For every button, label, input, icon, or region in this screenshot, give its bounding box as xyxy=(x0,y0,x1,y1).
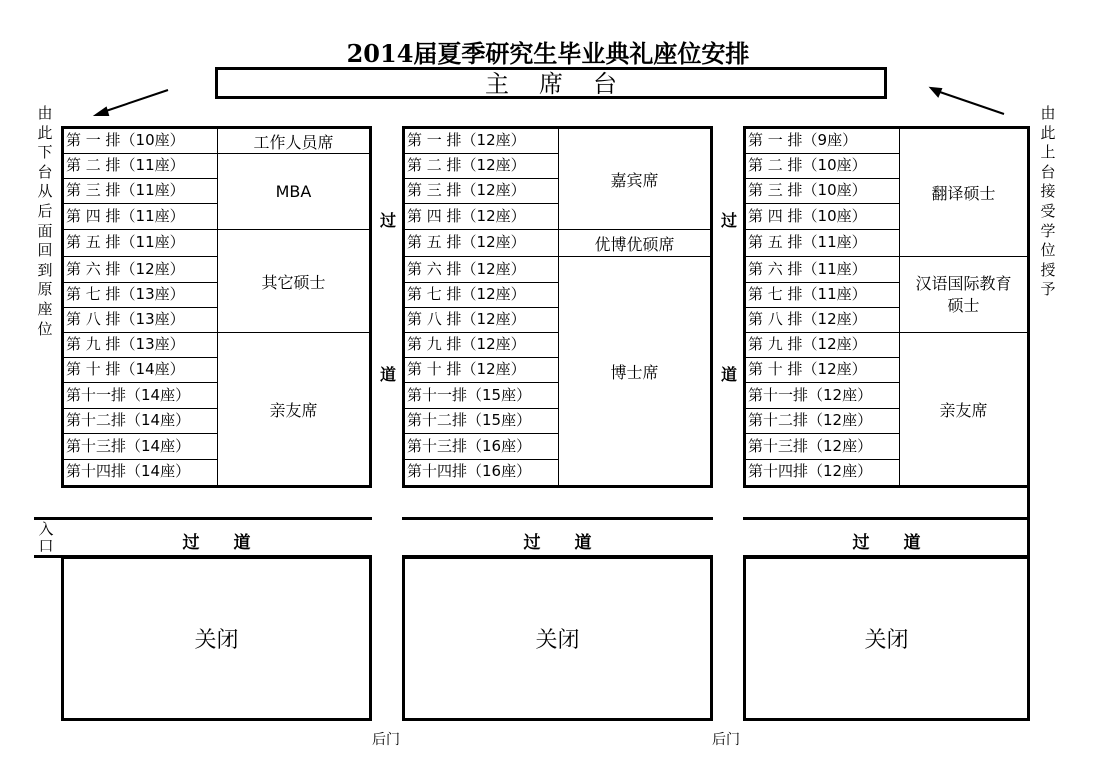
seat-row: 第 四 排（10座） xyxy=(746,204,900,230)
seat-row: 第 四 排（12座） xyxy=(405,204,559,230)
seat-group-label: MBA xyxy=(218,154,369,230)
seat-row: 第 二 排（10座） xyxy=(746,154,900,179)
seat-row: 第 七 排（13座） xyxy=(64,283,218,308)
seat-group-label: 工作人员席 xyxy=(218,129,369,154)
seat-row: 第 五 排（12座） xyxy=(405,230,559,257)
seat-row: 第 七 排（12座） xyxy=(405,283,559,308)
seat-row: 第 三 排（11座） xyxy=(64,179,218,204)
aisle-label-horizontal: 过 道 xyxy=(852,533,921,553)
aisle-line xyxy=(402,517,713,520)
seat-row: 第 三 排（10座） xyxy=(746,179,900,204)
seating-section-left xyxy=(61,126,372,488)
seat-row: 第十三排（16座） xyxy=(405,434,559,460)
seat-row: 第十一排（12座） xyxy=(746,383,900,409)
closed-label: 关闭 xyxy=(194,628,239,653)
seat-row: 第 八 排（13座） xyxy=(64,308,218,333)
back-door-label: 后门 xyxy=(372,732,400,748)
aisle-line xyxy=(34,517,372,520)
seat-row: 第十一排（15座） xyxy=(405,383,559,409)
seat-group-label: 亲友席 xyxy=(939,400,988,420)
entrance-label: 入口 xyxy=(38,520,54,555)
seat-row: 第十三排（12座） xyxy=(746,434,900,460)
seat-group-label: 优博优硕席 xyxy=(559,230,710,257)
aisle-label-horizontal: 过 道 xyxy=(523,533,592,553)
seat-row: 第十二排（15座） xyxy=(405,409,559,434)
aisle-label-left-bottom: 道 xyxy=(380,365,397,384)
seat-row: 第 六 排（12座） xyxy=(64,257,218,283)
page-title: 2014届夏季研究生毕业典礼座位安排 xyxy=(346,39,750,68)
seat-row: 第 三 排（12座） xyxy=(405,179,559,204)
seat-row: 第 一 排（10座） xyxy=(64,129,218,154)
aisle-label-right-top: 过 xyxy=(721,211,738,230)
seat-row: 第 十 排（14座） xyxy=(64,358,218,383)
seating-section-right xyxy=(743,126,1030,488)
closed-area-center xyxy=(402,556,713,721)
seat-row: 第 六 排（11座） xyxy=(746,257,900,283)
aisle-label-horizontal: 过 道 xyxy=(182,533,251,553)
closed-label: 关闭 xyxy=(864,628,909,653)
aisle-line xyxy=(743,517,1030,520)
seat-group-label: 博士席 xyxy=(610,362,659,382)
back-door-label: 后门 xyxy=(712,732,740,748)
seat-group-label: 翻译硕士 xyxy=(900,129,1027,257)
right-note: 由此上台接受学位授予 xyxy=(1040,104,1056,299)
seat-row: 第 八 排（12座） xyxy=(746,308,900,333)
seat-row: 第十二排（12座） xyxy=(746,409,900,434)
closed-area-left xyxy=(61,556,372,721)
seat-row: 第十四排（16座） xyxy=(405,460,559,485)
seat-row: 第十三排（14座） xyxy=(64,434,218,460)
closed-area-right xyxy=(743,556,1030,721)
closed-label: 关闭 xyxy=(535,628,580,653)
left-note: 由此下台从后面回到原座位 xyxy=(37,104,53,338)
seat-row: 第 二 排（12座） xyxy=(405,154,559,179)
seat-row: 第 八 排（12座） xyxy=(405,308,559,333)
seat-row: 第 七 排（11座） xyxy=(746,283,900,308)
seat-row: 第 一 排（9座） xyxy=(746,129,900,154)
left-arrow-icon xyxy=(96,90,168,115)
seat-row: 第 九 排（12座） xyxy=(405,333,559,358)
seat-row: 第 二 排（11座） xyxy=(64,154,218,179)
seat-group-label: 其它硕士 xyxy=(218,230,369,333)
seat-row: 第十四排（14座） xyxy=(64,460,218,485)
right-arrow-icon xyxy=(931,88,1004,114)
seat-row: 第 五 排（11座） xyxy=(64,230,218,257)
seat-row: 第十四排（12座） xyxy=(746,460,900,485)
seat-row: 第 十 排（12座） xyxy=(746,358,900,383)
seating-section-center xyxy=(402,126,713,488)
seat-row: 第 六 排（12座） xyxy=(405,257,559,283)
aisle-label-left-top: 过 xyxy=(380,211,397,230)
seat-row: 第 十 排（12座） xyxy=(405,358,559,383)
seat-row: 第十一排（14座） xyxy=(64,383,218,409)
aisle-label-right-bottom: 道 xyxy=(721,365,738,384)
seat-group-label: 亲友席 xyxy=(269,400,318,420)
seat-row: 第 五 排（11座） xyxy=(746,230,900,257)
seat-row: 第 九 排（12座） xyxy=(746,333,900,358)
seat-row: 第 九 排（13座） xyxy=(64,333,218,358)
seat-group-label: 嘉宾席 xyxy=(559,129,710,230)
seat-row: 第 四 排（11座） xyxy=(64,204,218,230)
seat-group-label: 汉语国际教育硕士 xyxy=(900,257,1027,333)
stage-label: 主席台 xyxy=(215,67,887,99)
seat-row: 第 一 排（12座） xyxy=(405,129,559,154)
seat-row: 第十二排（14座） xyxy=(64,409,218,434)
